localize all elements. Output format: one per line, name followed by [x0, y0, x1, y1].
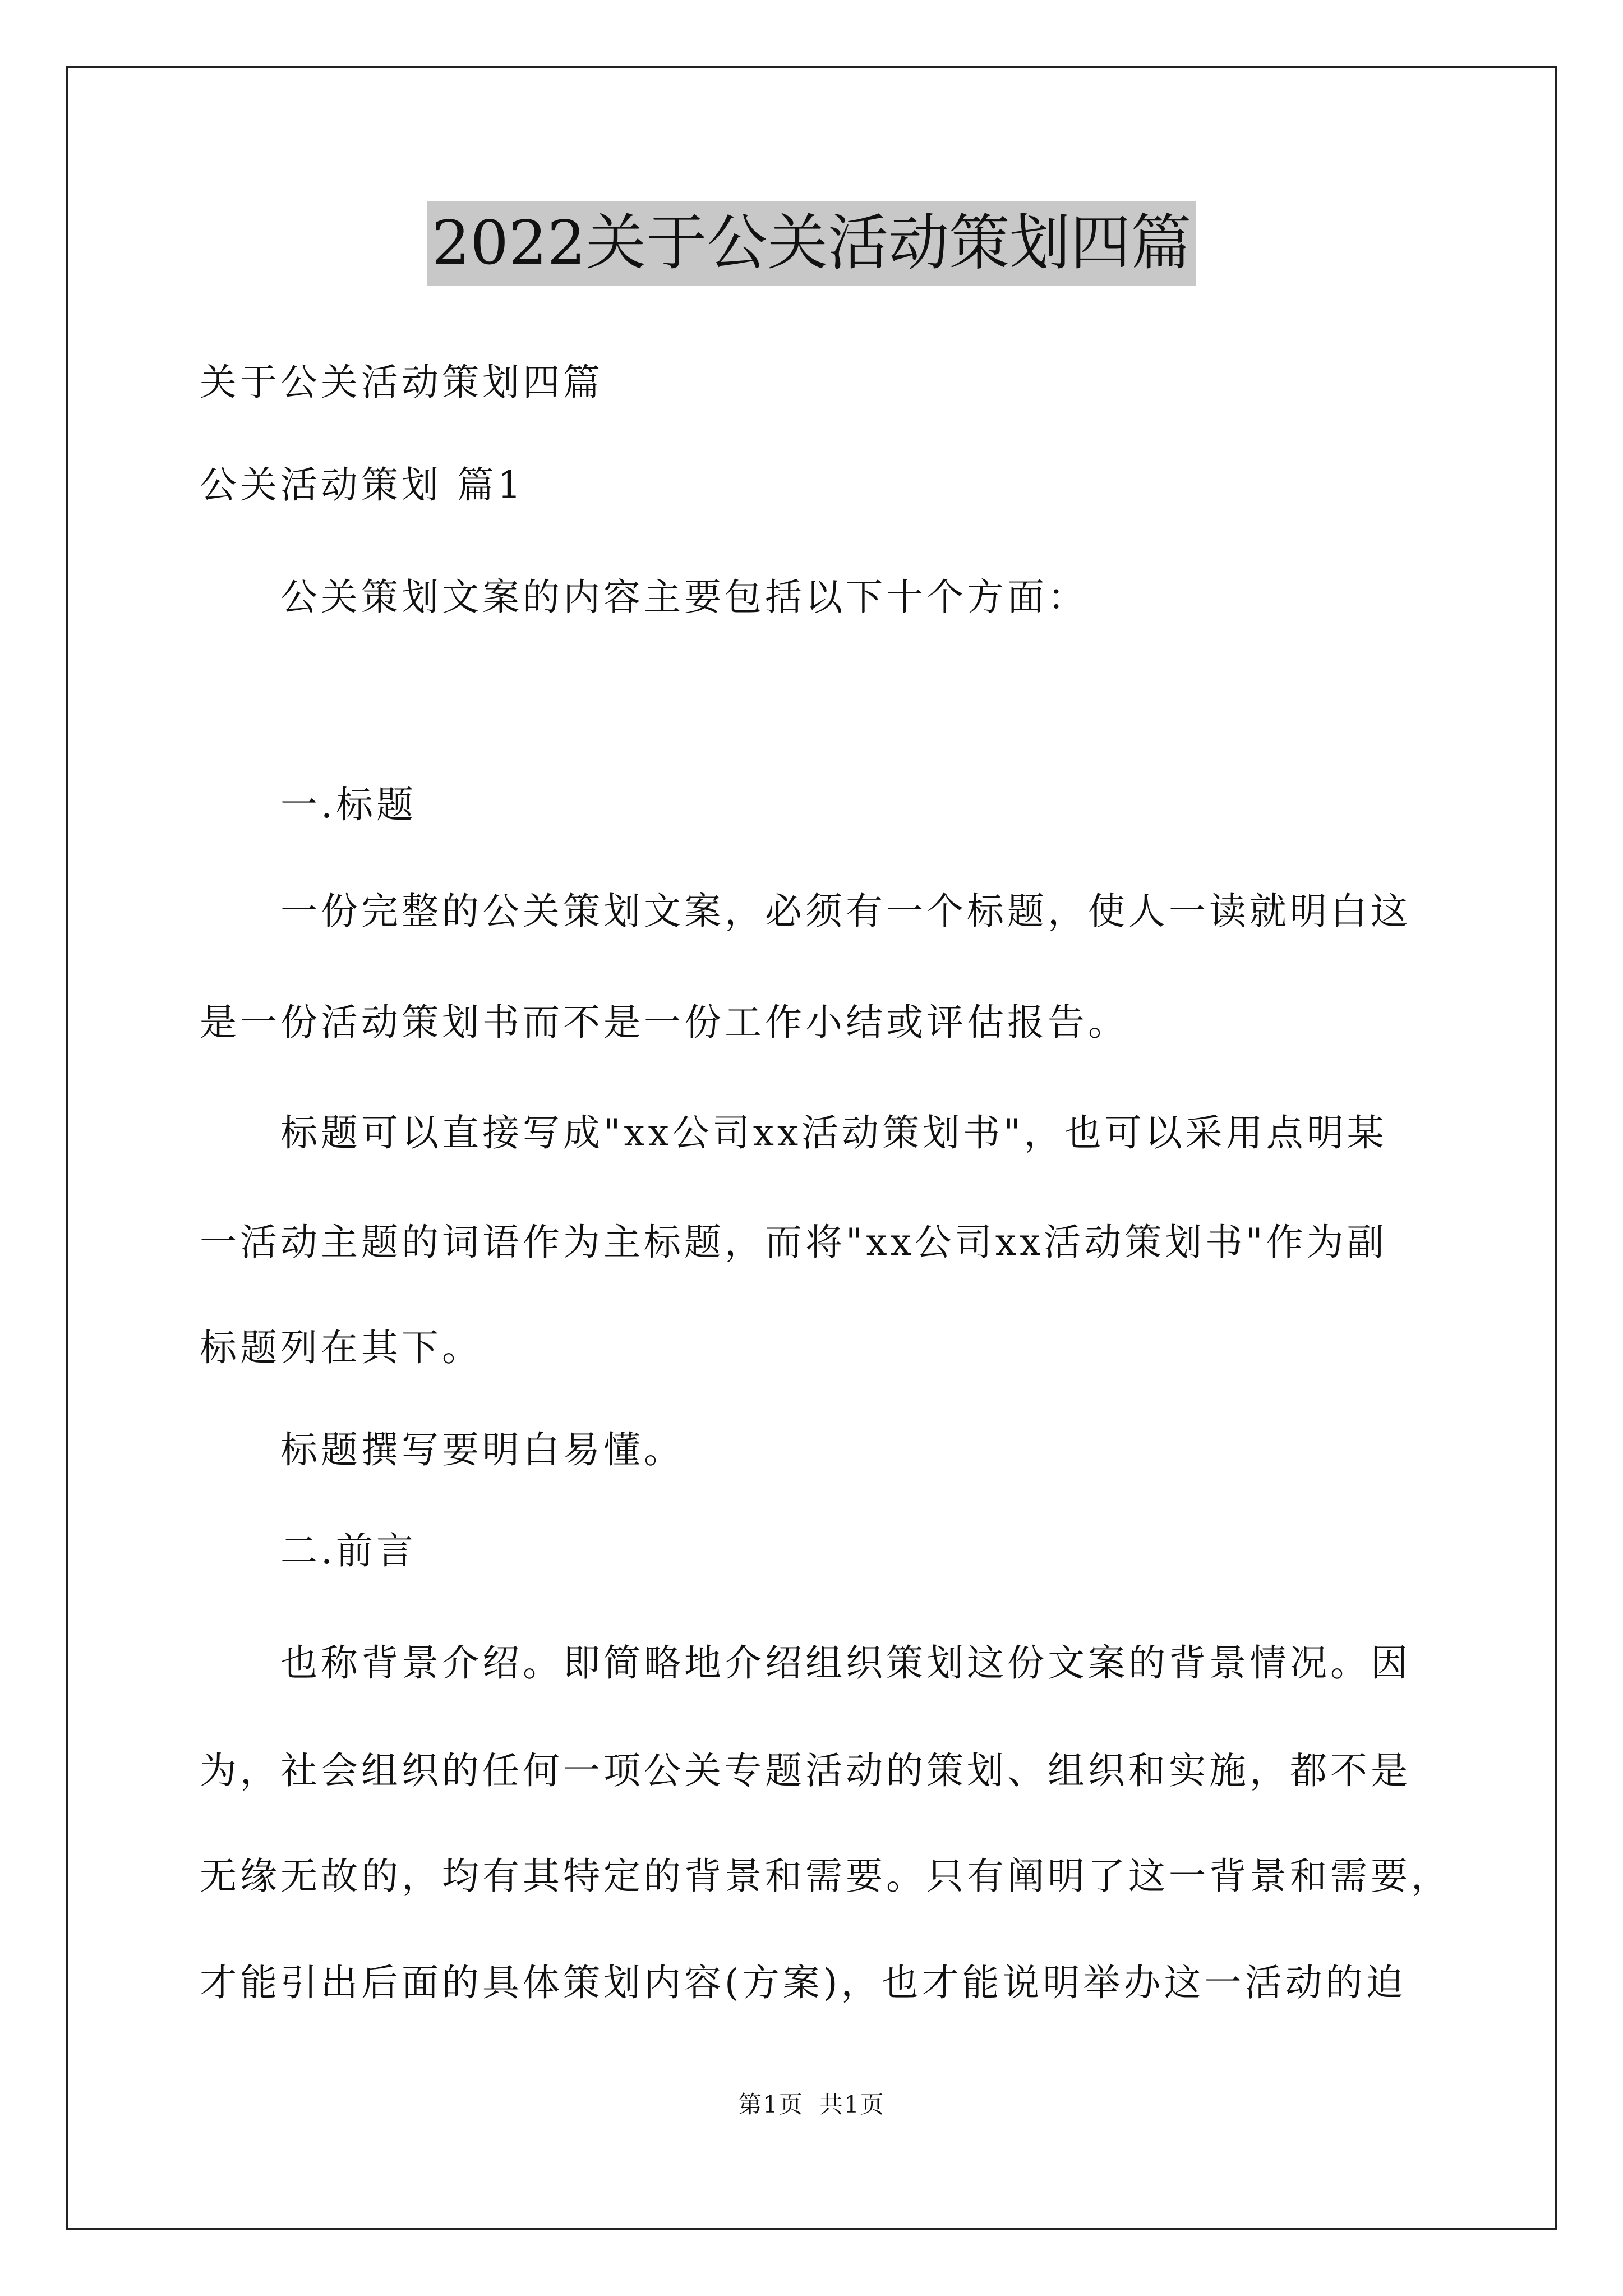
paragraph-line: 也称背景介绍。即简略地介绍组织策划这份文案的背景情况。因 — [280, 1641, 1411, 1685]
paragraph-line: 一份完整的公关策划文案，必须有一个标题，使人一读就明白这 — [280, 890, 1411, 933]
paragraph-line: 标题可以直接写成"xx公司xx活动策划书"，也可以采用点明某 — [280, 1111, 1387, 1154]
paragraph-line: 无缘无故的，均有其特定的背景和需要。只有阐明了这一背景和需要， — [200, 1855, 1451, 1898]
paragraph-line: 公关策划文案的内容主要包括以下十个方面： — [280, 576, 1088, 619]
heading-preface-section: 二.前言 — [280, 1529, 417, 1572]
paragraph-line: 标题列在其下。 — [200, 1326, 482, 1369]
page-footer — [0, 2088, 1623, 2122]
paragraph-line: 标题撰写要明白易懂。 — [280, 1428, 684, 1471]
paragraph-line: 一活动主题的词语作为主标题，而将"xx公司xx活动策划书"作为副 — [200, 1221, 1387, 1264]
heading-title-section: 一.标题 — [280, 783, 417, 826]
page-total: 共1页 — [819, 2091, 885, 2118]
section-heading: 公关活动策划 篇1 — [200, 463, 524, 507]
paragraph-line: 才能引出后面的具体策划内容(方案)，也才能说明举办这一活动的迫 — [200, 1961, 1407, 2004]
page-number: 第1页 — [738, 2091, 804, 2118]
paragraph-line: 为，社会组织的任何一项公关专题活动的策划、组织和实施，都不是 — [200, 1749, 1411, 1792]
paragraph-line: 是一份活动策划书而不是一份工作小结或评估报告。 — [200, 1001, 1128, 1044]
title-container — [0, 201, 1623, 286]
document-title: 2022关于公关活动策划四篇 — [427, 201, 1196, 286]
subtitle-line: 关于公关活动策划四篇 — [200, 361, 603, 404]
